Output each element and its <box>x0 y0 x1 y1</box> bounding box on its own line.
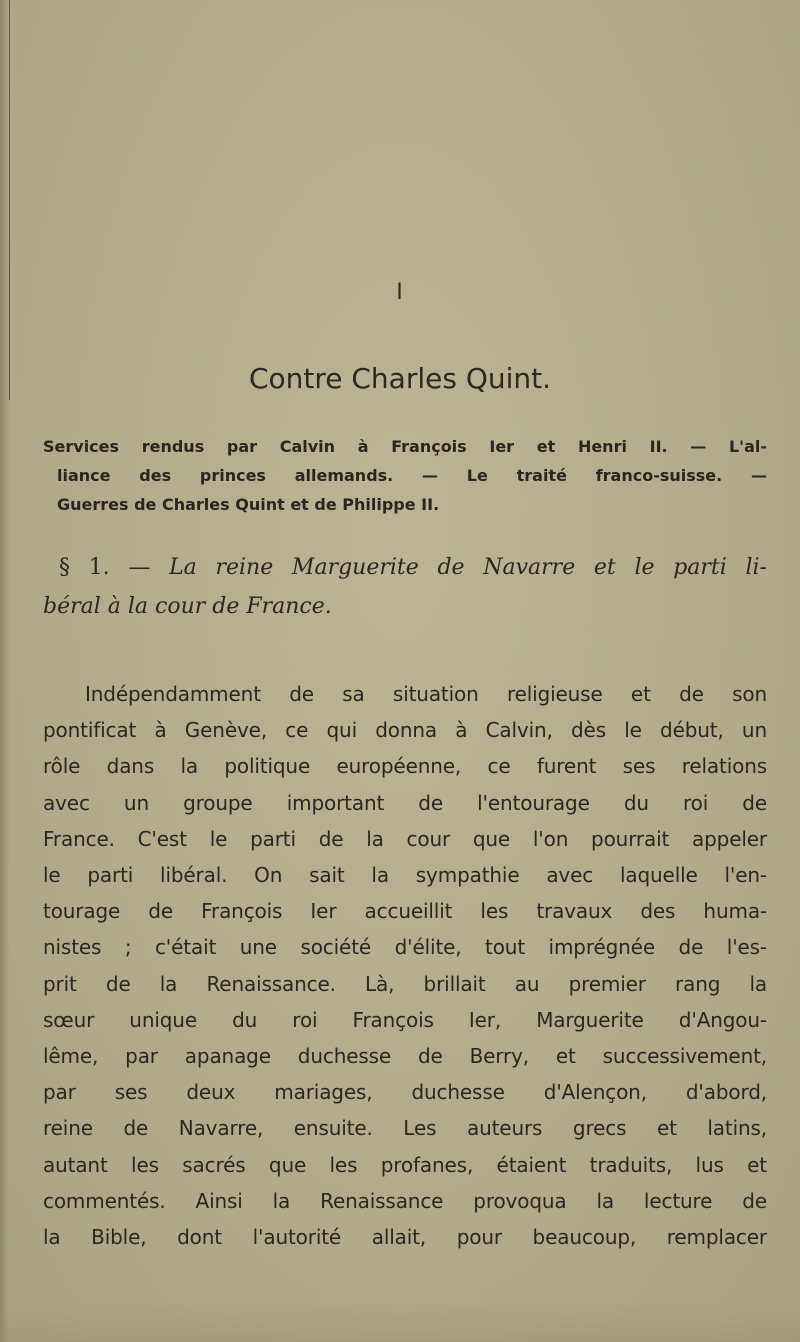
body-paragraph <box>43 676 767 1255</box>
body-line: nistes ; c'était une société d'élite, tout imprégnée de l'es- <box>43 935 767 960</box>
section-heading <box>43 548 767 626</box>
chapter-number: I <box>396 280 404 305</box>
body-line: reine de Navarre, ensuite. Les auteurs grecs et latins, <box>43 1116 767 1141</box>
body-line: la Bible, dont l'autorité allait, pour beaucoup, remplacer <box>43 1225 767 1250</box>
chapter-title: Contre Charles Quint. <box>248 362 552 395</box>
body-line: autant les sacrés que les profanes, étaient traduits, lus et <box>43 1152 767 1177</box>
body-line: prit de la Renaissance. Là, brillait au premier rang la <box>43 971 767 996</box>
chapter-summary <box>43 432 767 519</box>
body-line: rôle dans la politique européenne, ce furent ses relations <box>43 754 767 779</box>
section-heading-line <box>43 548 767 587</box>
summary-line: Guerres de Charles Quint et de Philippe II. <box>57 495 440 514</box>
summary-line: liance des princes allemands. — Le traité franco-suisse. — <box>57 466 767 485</box>
body-line: par ses deux mariages, duchesse d'Alençon, d'abord, <box>43 1080 767 1105</box>
page-bottom-shadow <box>0 1300 800 1342</box>
body-line: sœur unique du roi François Ier, Marguerite d'Angou- <box>43 1007 767 1032</box>
body-line: Indépendamment de sa situation religieuse et de son <box>85 682 767 706</box>
body-line: le parti libéral. On sait la sympathie avec laquelle l'en- <box>43 863 767 888</box>
body-line: lême, par apanage duchesse de Berry, et successivement, <box>43 1044 767 1069</box>
body-line: avec un groupe important de l'entourage du roi de <box>43 790 767 815</box>
body-line: tourage de François Ier accueillit les travaux des huma- <box>43 899 767 924</box>
body-line: commentés. Ainsi la Renaissance provoqua la lecture de <box>43 1188 767 1213</box>
body-line: pontificat à Genève, ce qui donna à Calvin, dès le début, un <box>43 718 767 743</box>
section-marker: § 1. — <box>59 555 170 580</box>
page-edge-line <box>9 0 10 400</box>
section-heading-line: béral à la cour de France. <box>43 594 332 619</box>
section-title-part: La reine Marguerite de Navarre et le parti li- <box>169 555 767 580</box>
summary-line: Services rendus par Calvin à François Ier et Henri II. — L'al- <box>43 437 767 456</box>
body-line: France. C'est le parti de la cour que l'on pourrait appeler <box>43 826 767 851</box>
